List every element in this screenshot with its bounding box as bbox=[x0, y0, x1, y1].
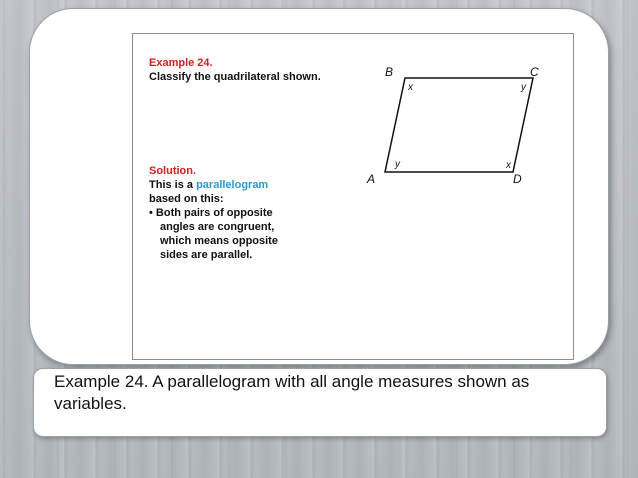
solution-line-1 bbox=[149, 178, 268, 192]
parallelogram-diagram bbox=[363, 62, 563, 187]
bullet-line: which means opposite bbox=[160, 235, 278, 247]
slide-frame bbox=[29, 8, 609, 365]
angle-label-a: y bbox=[395, 159, 400, 170]
caption-box bbox=[33, 368, 607, 437]
solution-line-2: based on this: bbox=[149, 193, 224, 205]
solution-accent-word: parallelogram bbox=[196, 179, 269, 191]
vertex-label-b: B bbox=[385, 65, 394, 79]
example-title: Example 24. bbox=[149, 57, 213, 69]
vertex-label-a: A bbox=[367, 172, 376, 186]
vertex-label-c: C bbox=[530, 65, 539, 79]
bullet-line: • Both pairs of opposite bbox=[149, 207, 273, 219]
slide-content bbox=[132, 33, 574, 360]
caption-text: Example 24. A parallelogram with all angle measures shown as variables. bbox=[54, 372, 530, 413]
vertex-label-d: D bbox=[513, 172, 522, 186]
angle-label-d: x bbox=[506, 160, 511, 171]
solution-prefix: This is a bbox=[149, 179, 197, 191]
angle-label-b: x bbox=[408, 82, 413, 93]
bullet-line: angles are congruent, bbox=[160, 221, 275, 233]
angle-label-c: y bbox=[521, 82, 526, 93]
bullet-line: sides are parallel. bbox=[160, 249, 253, 261]
solution-bullet bbox=[149, 206, 278, 262]
example-prompt: Classify the quadrilateral shown. bbox=[149, 71, 321, 83]
solution-title: Solution. bbox=[149, 165, 197, 177]
